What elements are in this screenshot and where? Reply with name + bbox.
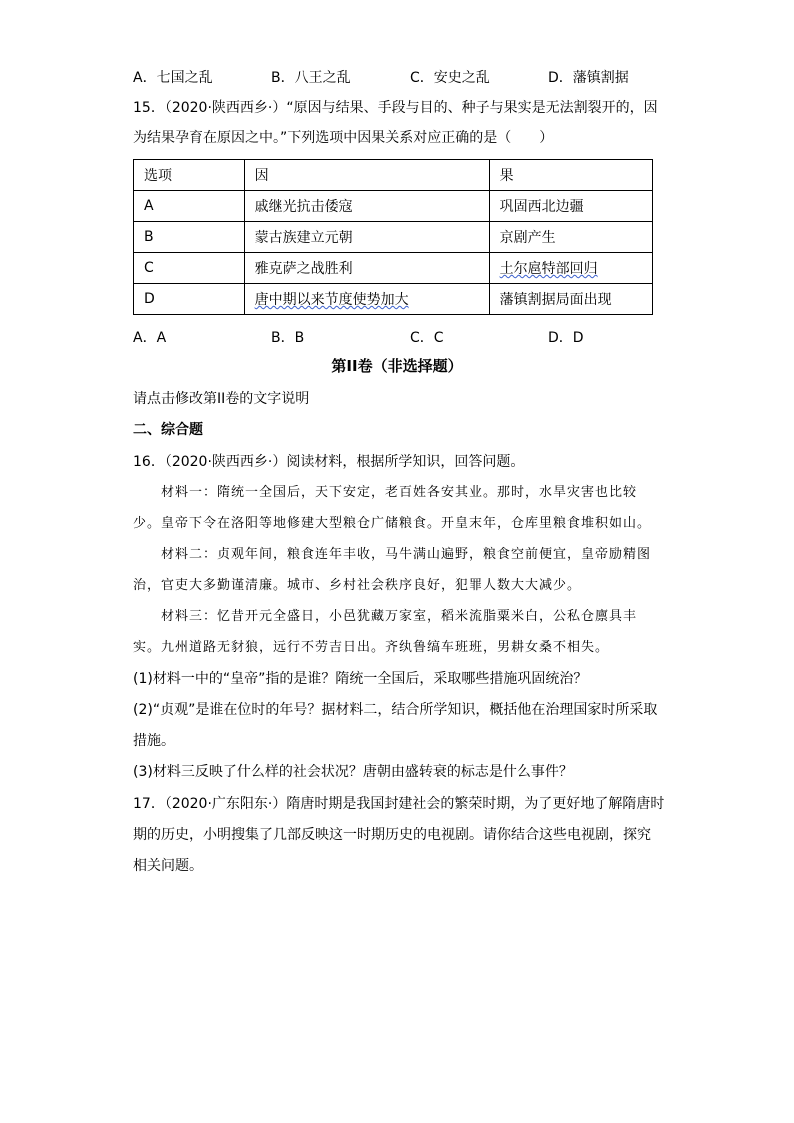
- q17-stem-line3: 相关问题。: [133, 858, 203, 874]
- q15-option-a: A．A: [133, 330, 167, 346]
- q14-options: [133, 67, 633, 87]
- table-cell: 蒙古族建立元朝: [244, 222, 489, 253]
- table-cell: [489, 253, 652, 284]
- q14-option-b: B．八王之乱: [271, 70, 351, 86]
- table-cell: 藩镇割据局面出现: [489, 284, 652, 315]
- q14-option-c: C．安史之乱: [410, 70, 490, 86]
- q15-options: [133, 327, 633, 347]
- q17-stem-line2: 期的历史，小明搜集了几部反映这一时期历史的电视剧。请你结合这些电视剧，探究: [133, 827, 651, 843]
- q16-material2-line2: 治，官吏大多勤谨清廉。城市、乡村社会秩序良好，犯罪人数大大减少。: [133, 578, 582, 593]
- q16-subquestion1: (1)材料一中的“皇帝”指的是谁？隋统一全国后，采取哪些措施巩固统治？: [133, 671, 588, 687]
- section-instruction: 请点击修改第II卷的文字说明: [133, 391, 310, 407]
- table-cell: 巩固西北边疆: [489, 191, 652, 222]
- table-row: [134, 284, 653, 315]
- table-cell: 京剧产生: [489, 222, 652, 253]
- q15-stem-line1: 15．（2020·陕西西乡·）“原因与结果、手段与目的、种子与果实是无法割裂开的，因: [133, 100, 658, 116]
- table-row: [134, 253, 653, 284]
- table-header-cell: 因: [244, 160, 489, 191]
- q16-subquestion2-line1: (2)“贞观”是谁在位时的年号？据材料二，结合所学知识，概括他在治理国家时所采取: [133, 702, 658, 718]
- q15-option-b: B．B: [271, 330, 305, 346]
- table-cell: [244, 284, 489, 315]
- table-cell: A: [134, 191, 245, 222]
- table-header-cell: 果: [489, 160, 652, 191]
- q16-subquestion2-line2: 措施。: [133, 733, 175, 749]
- q15-option-d: D．D: [548, 330, 584, 346]
- part-heading: 二、综合题: [133, 422, 203, 438]
- q16-material1-line2: 少。皇帝下令在洛阳等地修建大型粮仓广储粮食。开皇末年，仓库里粮食堆积如山。: [133, 516, 652, 531]
- table-cell: D: [134, 284, 245, 315]
- q16-material1-line1: 材料一：隋统一全国后，天下安定，老百姓各安其业。那时，水旱灾害也比较: [161, 485, 638, 500]
- table-cell: 雅克萨之战胜利: [244, 253, 489, 284]
- table-cell: B: [134, 222, 245, 253]
- q14-option-d: D．藩镇割据: [548, 70, 629, 86]
- q15-option-c: C．C: [410, 330, 444, 346]
- q14-option-a: A．七国之乱: [133, 70, 213, 86]
- q17-stem-line1: 17．（2020·广东阳东·）隋唐时期是我国封建社会的繁荣时期，为了更好地了解隋唐时: [133, 796, 665, 812]
- q15-stem-line2: 为结果孕育在原因之中。”下列选项中因果关系对应正确的是（ ）: [133, 130, 554, 146]
- table-cell: 戚继光抗击倭寇: [244, 191, 489, 222]
- section-title: 第II卷（非选择题）: [331, 357, 463, 375]
- table-cell-text: 唐中期以来节度使势加大: [254, 292, 409, 308]
- table-header-cell: 选项: [134, 160, 245, 191]
- table-row: [134, 222, 653, 253]
- q15-table: [133, 159, 653, 315]
- q16-intro: 16．（2020·陕西西乡·）阅读材料，根据所学知识，回答问题。: [133, 454, 525, 470]
- q16-subquestion3: (3)材料三反映了什么样的社会状况？唐朝由盛转衰的标志是什么事件？: [133, 764, 573, 780]
- table-header-row: [134, 160, 653, 191]
- q16-material3-line1: 材料三：忆昔开元全盛日，小邑犹藏万家室，稻米流脂粟米白，公私仓廪具丰: [161, 609, 638, 624]
- q16-material2-line1: 材料二：贞观年间，粮食连年丰收，马牛满山遍野，粮食空前便宜，皇帝励精图: [161, 547, 652, 562]
- q16-material3-line2: 实。九州道路无豺狼，远行不劳吉日出。齐纨鲁缟车班班，男耕女桑不相失。: [133, 640, 610, 655]
- table-cell-text: 土尔扈特部回归: [499, 261, 598, 277]
- table-cell: C: [134, 253, 245, 284]
- table-row: [134, 191, 653, 222]
